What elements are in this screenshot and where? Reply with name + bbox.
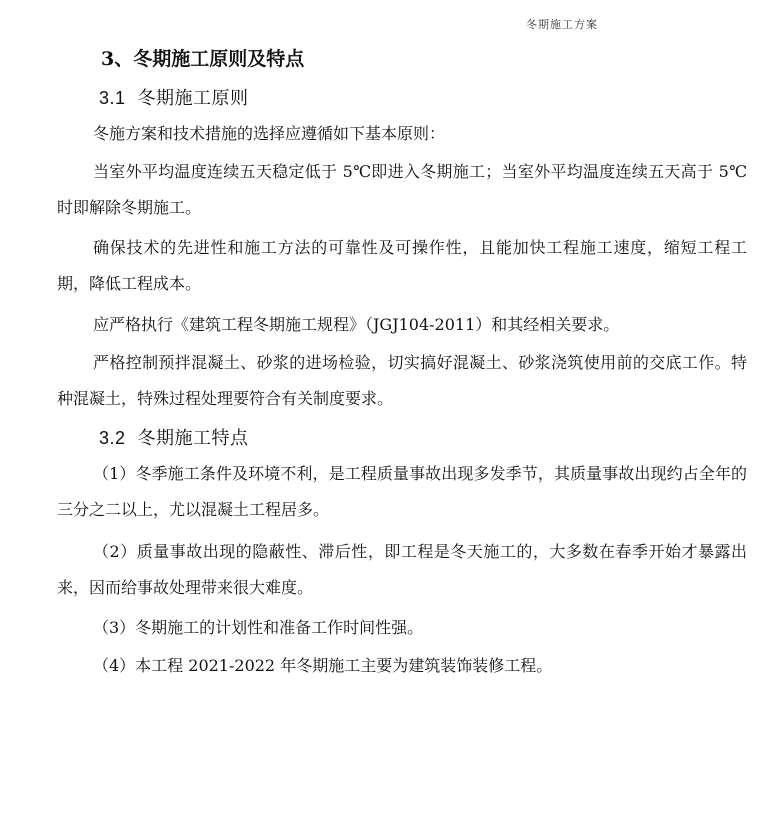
principles-intro: 冬施方案和技术措施的选择应遵循如下基本原则： [93, 124, 446, 143]
feature-item-4: （4）本工程 2021-2022 年冬期施工主要为建筑装饰装修工程。 [93, 656, 553, 675]
running-header: 冬期施工方案 [526, 18, 598, 31]
principle-paragraph-concrete: 严格控制预拌混凝土、砂浆的进场检验，切实搞好混凝土、砂浆浇筑使用前的交底工作。特种混凝土，特殊过程处理要符合有关制度要求。 [57, 353, 747, 408]
subsection-number: 3.1 [99, 88, 126, 108]
principle-paragraph-temperature: 当室外平均温度连续五天稳定低于 5℃即进入冬期施工；当室外平均温度连续五天高于 5℃时即解除冬期施工。 [57, 162, 747, 217]
feature-item-3: （3）冬期施工的计划性和准备工作时间性强。 [93, 618, 424, 637]
principle-paragraph-technology: 确保技术的先进性和施工方法的可靠性及可操作性，且能加快工程施工速度，缩短工程工期，降低工程成本。 [57, 238, 747, 293]
feature-item-2: （2）质量事故出现的隐蔽性、滞后性，即工程是冬天施工的，大多数在春季开始才暴露出来，因而给事故处理带来很大难度。 [57, 542, 747, 597]
feature-item-1: （1）冬季施工条件及环境不利，是工程质量事故出现多发季节，其质量事故出现约占全年的三分之二以上，尤以混凝土工程居多。 [57, 464, 747, 519]
subsection-heading-features [99, 424, 249, 450]
subsection-heading-principles [99, 84, 249, 110]
subsection-number: 3.2 [99, 428, 126, 448]
principle-paragraph-standard: 应严格执行《建筑工程冬期施工规程》（JGJ104-2011）和其经相关要求。 [93, 315, 620, 334]
section-title: 3、冬期施工原则及特点 [101, 48, 305, 70]
subsection-title: 冬期施工原则 [137, 88, 249, 109]
subsection-title: 冬期施工特点 [137, 428, 249, 449]
